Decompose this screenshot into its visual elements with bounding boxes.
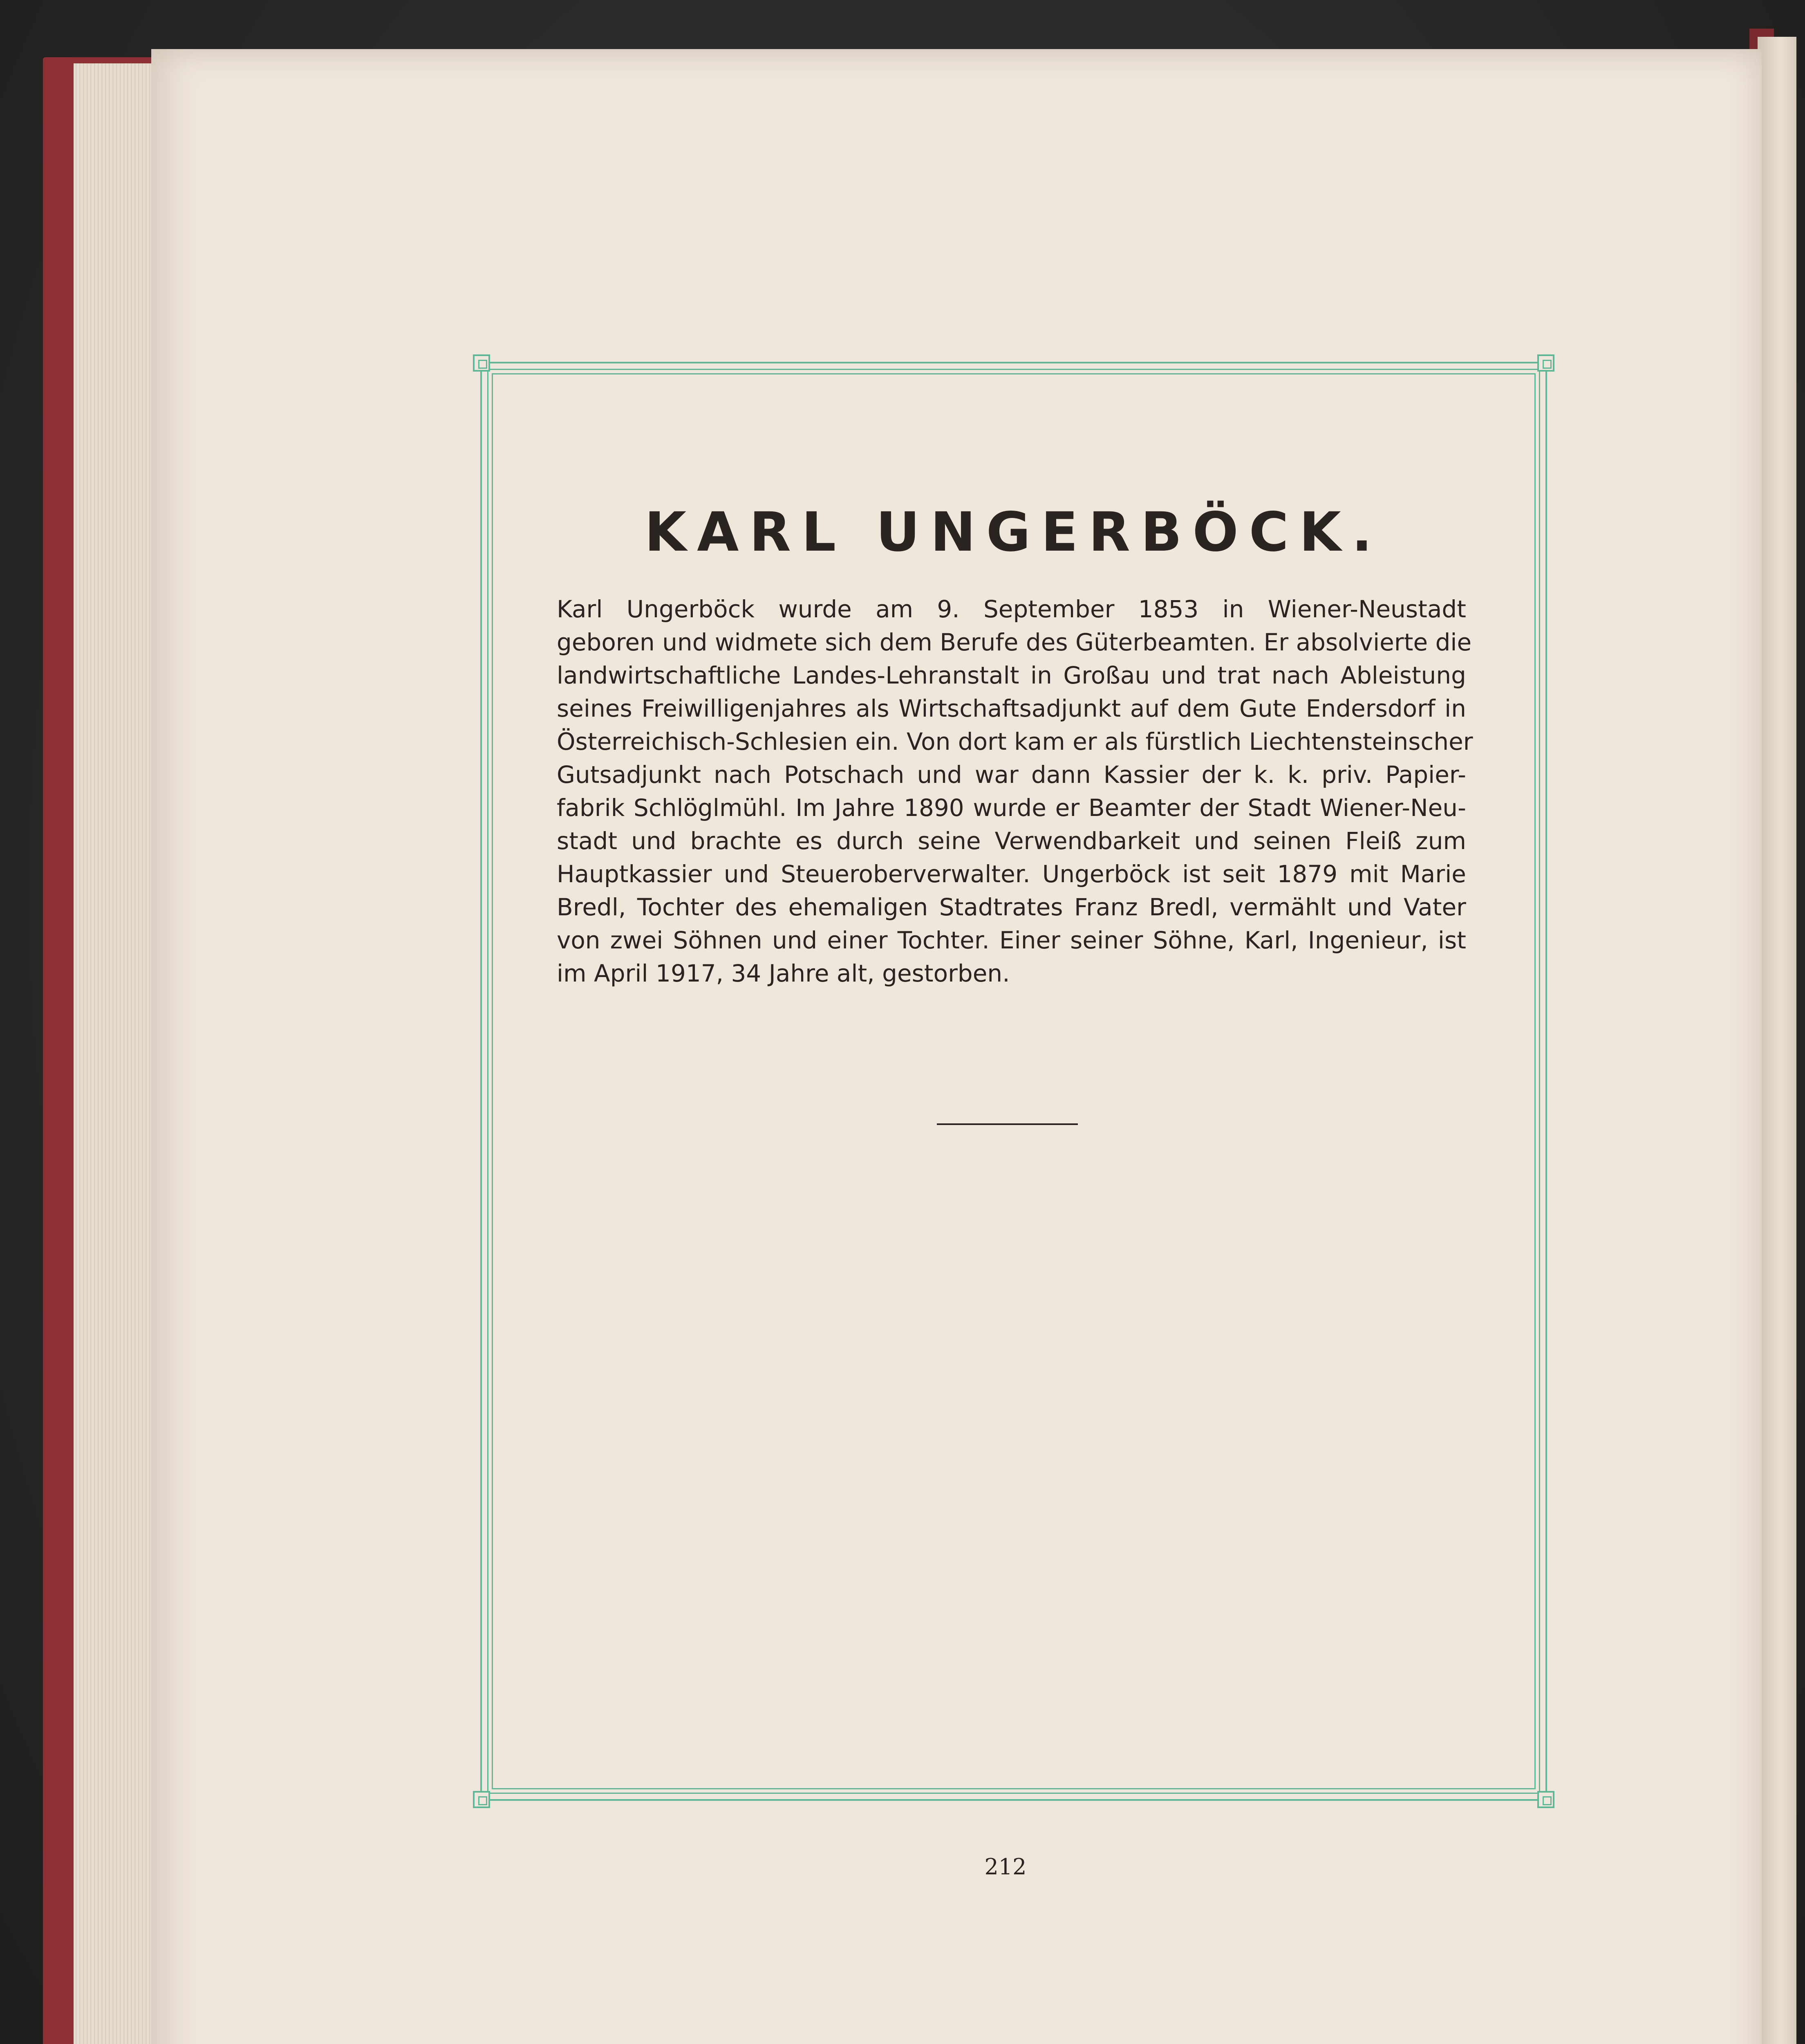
text-line: Karl Ungerböck wurde am 9. September 1853 in Wiener-Neustadt — [557, 595, 1466, 623]
page-title: KARL UNGERBÖCK. — [644, 501, 1383, 564]
text-line: im April 1917, 34 Jahre alt, gestorben. — [557, 959, 1010, 987]
facing-page-edge — [1758, 37, 1796, 2044]
text-line: Österreichisch-Schlesien ein. Von dort kam er als fürstlich Liechtensteinscher — [557, 728, 1473, 755]
frame-corner-ornament — [1537, 354, 1554, 372]
text-line: von zwei Söhnen und einer Tochter. Einer seiner Söhne, Karl, Ingenieur, ist — [557, 926, 1466, 954]
text-line: landwirtschaftliche Landes-Lehranstalt in Großau und trat nach Ableistung — [557, 661, 1466, 689]
frame-inner-border — [492, 373, 1536, 1789]
text-line: fabrik Schlöglmühl. Im Jahre 1890 wurde er Beamter der Stadt Wiener-Neu- — [557, 794, 1466, 822]
page-number: 212 — [984, 1854, 1027, 1880]
frame-corner-ornament — [473, 354, 490, 372]
text-line: stadt und brachte es durch seine Verwendbarkeit und seinen Fleiß zum — [557, 827, 1466, 855]
end-rule — [937, 1123, 1078, 1125]
text-line: Gutsadjunkt nach Potschach und war dann Kassier der k. k. priv. Papier- — [557, 761, 1466, 789]
text-line: seines Freiwilligenjahres als Wirtschaftsadjunkt auf dem Gute Endersdorf in — [557, 695, 1466, 722]
text-line: geboren und widmete sich dem Berufe des Güterbeamten. Er absolvierte die — [557, 628, 1472, 656]
frame-corner-ornament — [1537, 1791, 1554, 1808]
text-line: Bredl, Tochter des ehemaligen Stadtrates Franz Bredl, vermählt und Vater — [557, 893, 1466, 921]
text-line: Hauptkassier und Steueroberverwalter. Ungerböck ist seit 1879 mit Marie — [557, 860, 1466, 888]
ornamental-frame — [480, 362, 1547, 1801]
page-stack-edges — [74, 63, 155, 2044]
frame-corner-ornament — [473, 1791, 490, 1808]
biography-paragraph — [557, 593, 1473, 990]
